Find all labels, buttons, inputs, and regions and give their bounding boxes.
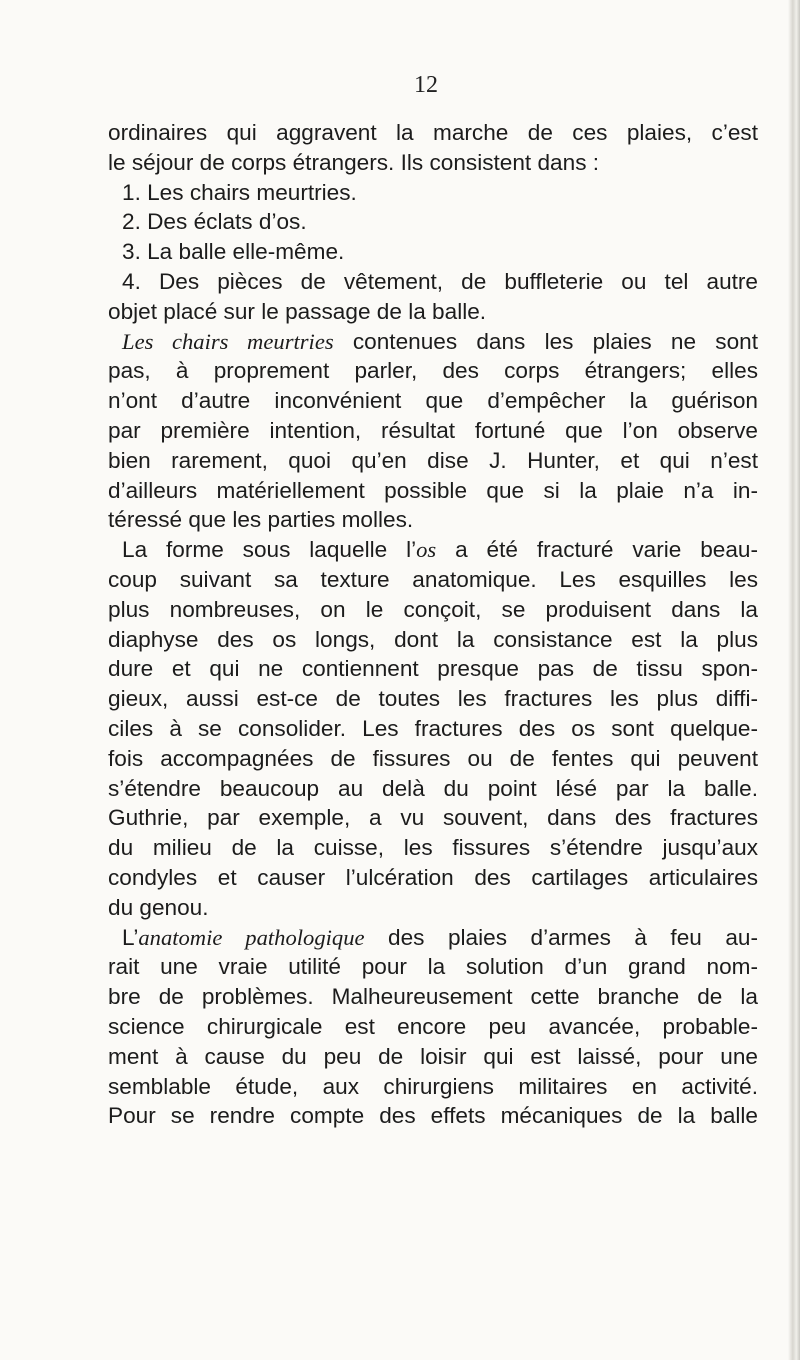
text-segment: plus nombreuses, on le conçoit, se produisent dans la [108,596,758,622]
text-line [108,476,758,506]
text-line [108,893,758,923]
text-segment: gieux, aussi est-ce de toutes les fractures les plus diffi- [108,686,758,712]
text-segment: 2. Des éclats d’os. [122,209,307,235]
text-segment: Pour se rendre compte des effets mécaniques de la balle [108,1103,758,1129]
text-line [108,446,758,476]
text-segment: condyles et causer l’ulcération des cartilages articulaires [108,864,758,890]
text-segment: La forme sous laquelle l’ [122,537,417,563]
text-segment: du genou. [108,894,209,920]
text-segment: semblable étude, aux chirurgiens militaires en activité. [108,1073,758,1099]
text-segment: fois accompagnées de fissures ou de fentes qui peuvent [108,745,758,771]
text-segment: bre de problèmes. Malheureusement cette branche de la [108,984,758,1010]
text-segment: objet placé sur le passage de la balle. [108,298,487,324]
text-segment: pas, à proprement parler, des corps étrangers; elles [108,358,758,384]
text-segment: par première intention, résultat fortuné que l’on observe [108,417,758,443]
text-segment: 3. La balle elle-même. [122,239,345,265]
text-line [108,803,758,833]
text-segment: coup suivant sa texture anatomique. Les esquilles les [108,566,758,592]
text-segment: d’ailleurs matériellement possible que si la plaie n’a in- [108,477,758,503]
text-line [108,178,758,208]
text-segment: a été fracturé varie beau- [436,537,758,563]
text-line [108,535,758,565]
italic-term: os [416,537,437,563]
text-segment: bien rarement, quoi qu’en dise J. Hunter, et qui n’est [108,447,758,473]
text-line [108,595,758,625]
text-line [108,684,758,714]
text-line [108,1012,758,1042]
italic-term: anatomie pathologique [138,924,365,950]
text-segment: s’étendre beaucoup au delà du point lésé par la balle. [108,775,758,801]
text-line [108,416,758,446]
text-line [108,625,758,655]
text-line [108,982,758,1012]
text-line [108,297,758,327]
text-segment: 4. Des pièces de vêtement, de buffleterie ou tel autre [122,268,758,294]
text-line [108,1072,758,1102]
page-number: 12 [414,72,438,98]
text-line [108,267,758,297]
text-line [108,923,758,953]
text-segment: ordinaires qui aggravent la marche de ces plaies, c’est [108,120,758,145]
text-segment: 1. Les chairs meurtries. [122,179,357,205]
text-segment: ciles à se consolider. Les fractures des os sont quelque- [108,715,758,741]
italic-term: Les chairs meurtries [122,328,334,354]
text-segment: le séjour de corps étrangers. Ils consistent dans : [108,149,600,175]
text-line [108,207,758,237]
text-segment: ment à cause du peu de loisir qui est laissé, pour une [108,1043,758,1069]
text-line [108,505,758,535]
text-segment: téressé que les parties molles. [108,507,414,533]
text-segment: rait une vraie utilité pour la solution d’un grand nom- [108,954,758,980]
text-line [108,952,758,982]
text-line [108,148,758,178]
body-text [108,118,758,1131]
text-line [108,565,758,595]
text-line [108,1101,758,1131]
text-segment: dure et qui ne contiennent presque pas de tissu spon- [108,656,758,682]
text-line [108,356,758,386]
text-line [108,654,758,684]
text-segment: L’ [122,924,139,950]
text-segment: des plaies d’armes à feu au- [364,924,758,950]
text-line [108,833,758,863]
text-line [108,237,758,267]
text-line [108,118,758,148]
text-line [108,327,758,357]
text-line [108,714,758,744]
text-segment: science chirurgicale est encore peu avancée, probable- [108,1013,758,1039]
text-segment: diaphyse des os longs, dont la consistance est la plus [108,626,758,652]
text-line [108,863,758,893]
text-line [108,1042,758,1072]
text-segment: Guthrie, par exemple, a vu souvent, dans des fractures [108,805,758,831]
text-segment: n’ont d’autre inconvénient que d’empêcher la guérison [108,388,758,414]
text-segment: contenues dans les plaies ne sont [333,328,758,354]
text-line [108,744,758,774]
text-line [108,774,758,804]
text-line [108,386,758,416]
text-segment: du milieu de la cuisse, les fissures s’étendre jusqu’aux [108,835,758,861]
page-edge-shadow [788,0,800,1360]
